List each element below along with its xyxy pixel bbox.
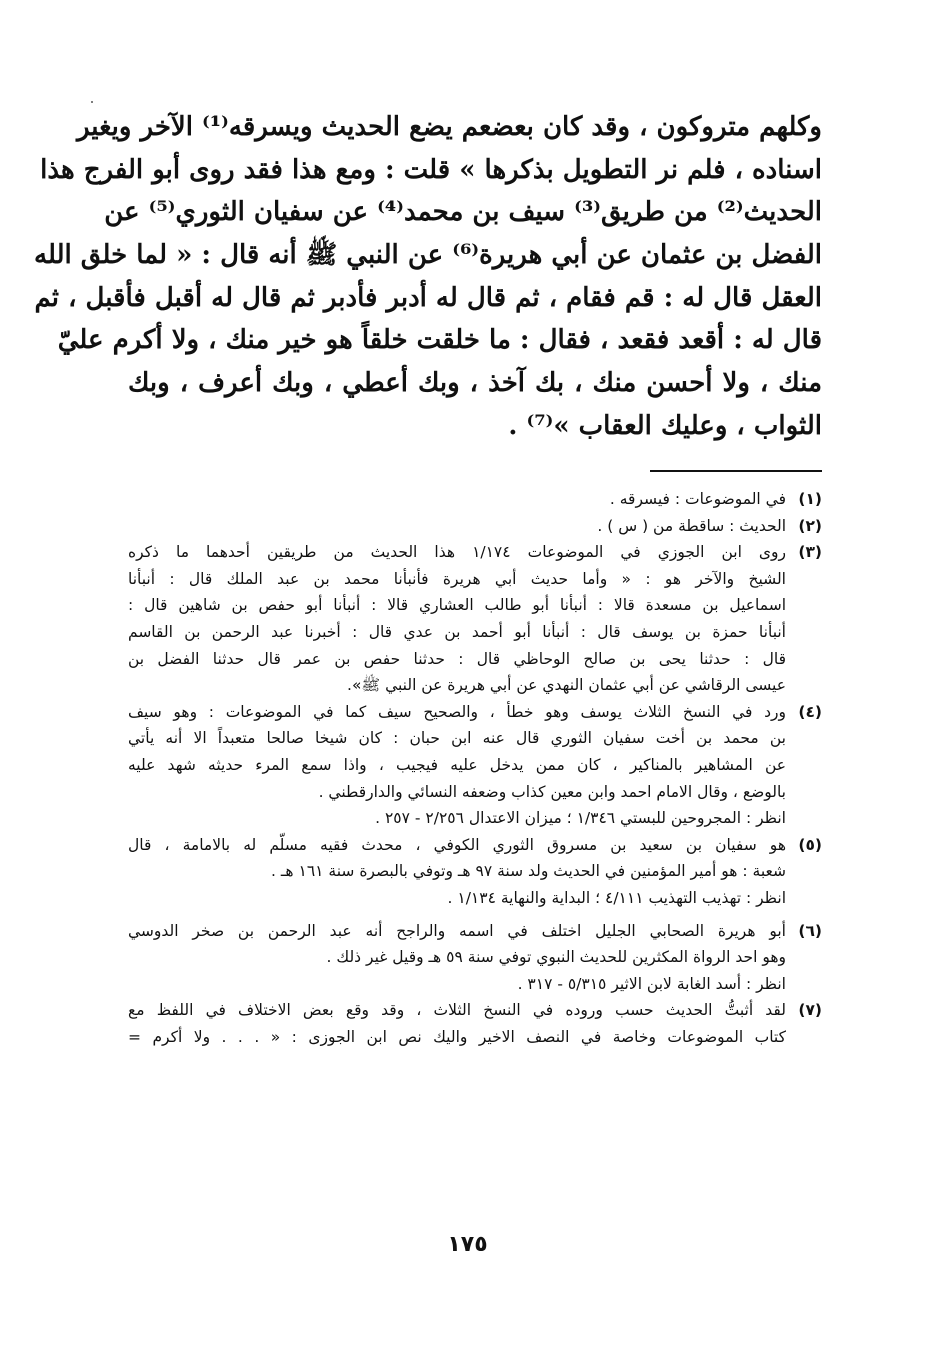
body-line: الثواب ، وعليك العقاب »⁽⁷⁾ . — [508, 410, 822, 441]
body-line: الحديث⁽²⁾ من طريق⁽³⁾ سيف بن محمد⁽⁴⁾ عن سفيان الثوري⁽⁵⁾ عن — [104, 197, 822, 228]
footnote-number: (٢) — [798, 516, 822, 535]
footnote-line: ورد في النسخ الثلاث يوسف وهو خطأ ، والصحيح سيف كما في الموضوعات : وهو سيف — [128, 702, 786, 721]
footnote-line: شعبة : هو أمير المؤمنين في الحديث ولد سنة ٩٧ هـ وتوفي بالبصرة سنة ١٦١ هـ . — [271, 862, 786, 881]
body-line: اسناده ، فلم نر التطويل بذكرها » قلت : ومع هذا فقد روى أبو الفرج هذا — [40, 154, 822, 185]
footnote-6 — [128, 918, 822, 998]
footnote-line: عيسى الرقاشي عن أبي عثمان النهدي عن أبي هريرة عن النبي ﷺ». — [347, 676, 786, 695]
scan-speck — [91, 101, 93, 103]
footnote-line: كتاب الموضوعات وخاصة في النصف الاخير واليك نص ابن الجوزى : « . . . ولا أكرم = — [128, 1027, 786, 1046]
body-line: قال له : أقعد فقعد ، فقال : ما خلقت خلقاً هو خير منك ، ولا أكرم عليّ — [57, 325, 822, 356]
body-line: العقل قال له : قم فقام ، ثم قال له أدبر فأدبر ثم قال له أقبل فأقبل ، ثم — [34, 282, 822, 313]
footnote-number: (٣) — [798, 543, 822, 562]
body-line: وكلهم متروكون ، وقد كان بعضعم يضع الحديث ويسرقه⁽¹⁾ الآخر ويغير — [76, 112, 822, 142]
footnote-line: الشيخ والآخر هو : « وأما حديث أبي هريرة فأنبأنا محمد بن عبد الملك قال : أنبأنا — [128, 569, 786, 588]
footnote-line: لقد أثبتُّ الحديث حسب وروده في النسخ الثلاث ، وقد وقع بعض الاختلاف في اللفظ مع — [128, 1001, 786, 1020]
footnote-5 — [128, 832, 822, 912]
footnote-line: بن محمد بن أخت سفيان الثوري قال عنه ابن حبان : كان شيخا صالحا متعبداً الا أنه يأتي — [128, 729, 786, 748]
body-line: الفضل بن عثمان عن أبي هريرة⁽⁶⁾ عن النبي ﷺ أنه قال : « لما خلق الله — [34, 240, 822, 271]
footnote-line: هو سفيان بن سعيد بن مسروق الثوري الكوفي ، محدث فقيه مسلّم له بالامامة ، قال — [128, 835, 786, 854]
footnote-line: أبو هريرة الصحابي الجليل اختلف في اسمه والراجح أنه عبد الرحمن بن صخر الدوسي — [128, 921, 786, 940]
main-body-text — [34, 106, 822, 448]
footnote-number: (٤) — [798, 702, 822, 721]
footnote-line: روى ابن الجوزي في الموضوعات ١/١٧٤ هذا الحديث من طريقين أحدهما ما ذكره — [128, 543, 786, 562]
footnote-1 — [128, 486, 822, 513]
footnote-line: انظر : تهذيب التهذيب ٤/١١١ ؛ البداية والنهاية ١/١٣٤ . — [447, 888, 786, 907]
footnote-line: اسماعيل بن مسعدة قالا : أنبأنا أبو طالب العشاري قالا : أنبأنا أبو حفص بن شاهين قال : — [128, 596, 786, 615]
footnote-4 — [128, 699, 822, 832]
footnote-3 — [128, 539, 822, 699]
footnote-2 — [128, 513, 822, 540]
footnote-line: في الموضوعات : فيسرقه . — [609, 490, 786, 508]
footnote-line: بالوضع ، وقال الامام احمد وابن معين كذاب وضعفه النسائي والدارقطني . — [318, 782, 786, 801]
footnote-number: (٥) — [798, 835, 822, 854]
footnote-line: أنبأنا حمزة بن يوسف قال : أنبأنا أبو أحمد بن عدي قال : أخبرنا عبد الرحمن بن القاسم — [128, 622, 786, 641]
footnote-line: قال : حدثنا يحى بن صالح الوحاظي قال : حدثنا حفص بن عمر قال حدثنا الفضل بن — [128, 649, 786, 668]
body-line: منك ، ولا أحسن منك ، بك آخذ ، وبك أعطي ، وبك أعرف ، وبك — [128, 368, 822, 399]
footnote-line: الحديث : ساقطة من ( س ) . — [597, 516, 786, 535]
footnote-separator — [650, 470, 822, 472]
footnote-number: (٧) — [798, 1001, 822, 1020]
footnote-line: وهو احد الرواة المكثرين للحديث النبوي توفي سنة ٥٩ هـ وقيل غير ذلك . — [326, 948, 786, 967]
page-number: ١٧٥ — [447, 1232, 488, 1257]
footnote-line: انظر : المجروحين للبستي ١/٣٤٦ ؛ ميزان الاعتدال ٢/٢٥٦ - ٢٥٧ . — [375, 809, 786, 828]
footnote-number: (٦) — [798, 921, 822, 940]
footnotes-section — [128, 486, 822, 1050]
footnote-line: عن المشاهير بالمناكير ، كان ممن يدخل عليه فيجيب ، واذا سمع المرء حديثه شهد عليه — [128, 755, 786, 774]
footnote-line: انظر : أسد الغابة لابن الاثير ٥/٣١٥ - ٣١٧ . — [517, 974, 786, 993]
footnote-7 — [128, 997, 822, 1050]
footnote-number: (١) — [798, 490, 822, 508]
